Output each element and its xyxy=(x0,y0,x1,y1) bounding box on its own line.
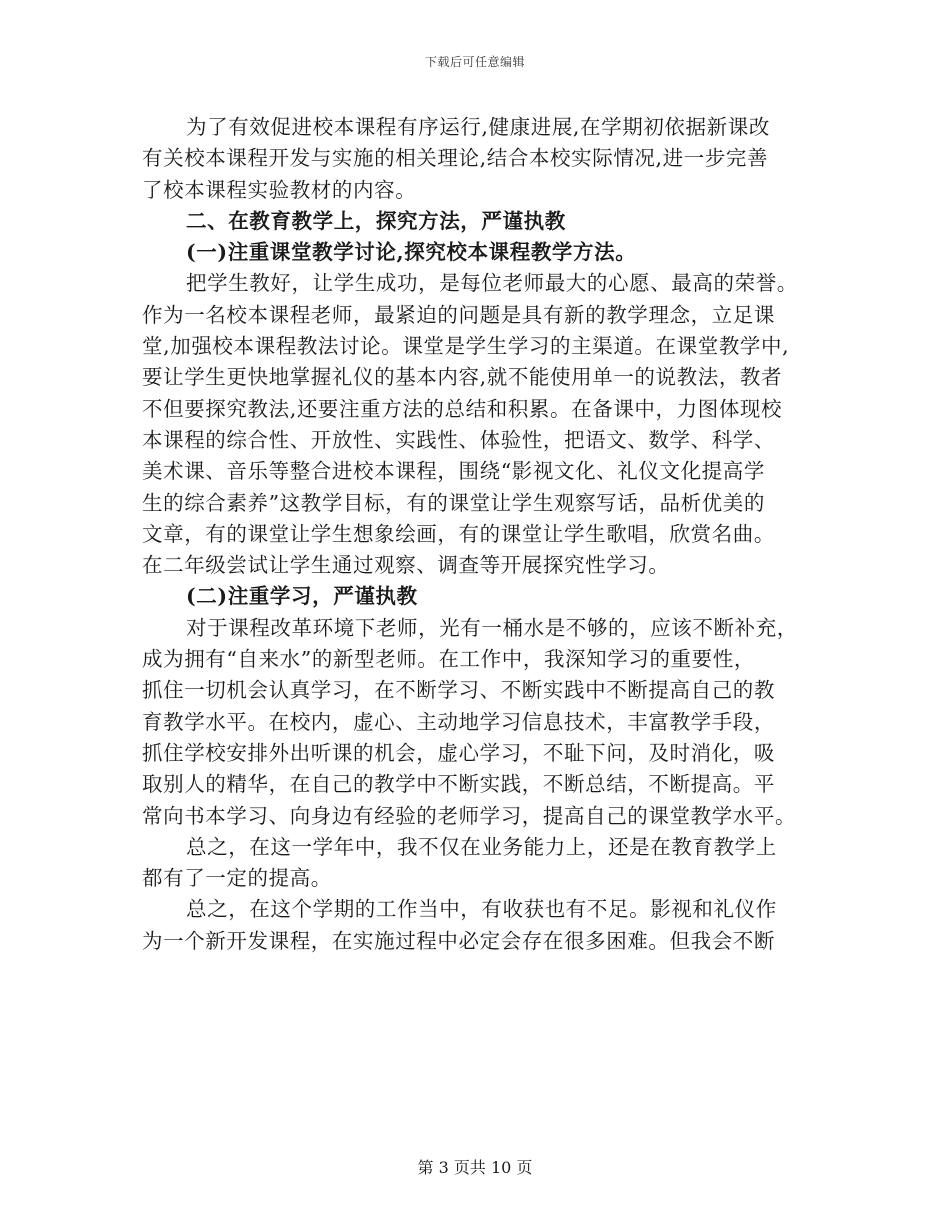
paragraph-line: 有关校本课程开发与实施的相关理论,结合本校实际情况,进一步完善 xyxy=(142,146,769,171)
document-body xyxy=(142,112,812,957)
subsection-heading: (二)注重学习，严谨执教 xyxy=(186,584,418,609)
paragraph-line: 为了有效促进校本课程有序运行,健康进展,在学期初依据新课改 xyxy=(186,115,770,139)
page-header: 下载后可任意编辑 xyxy=(424,55,525,69)
paragraph-line: 文章，有的课堂让学生想象绘画，有的课堂让学生歌唱，欣赏名曲。 xyxy=(142,521,775,546)
paragraph-line: 常向书本学习、向身边有经验的老师学习，提高自己的课堂教学水平。 xyxy=(142,803,797,828)
paragraph-line: 育教学水平。在校内，虚心、主动地学习信息技术，丰富教学手段， xyxy=(142,709,775,734)
paragraph-line: 成为拥有“自来水”的新型老师。在工作中，我深知学习的重要性， xyxy=(142,647,755,672)
paragraph-line: 总之，在这一学年中，我不仅在业务能力上，还是在教育教学上 xyxy=(186,834,777,859)
paragraph-line: 抓住学校安排外出听课的机会，虚心学习，不耻下问，及时消化，吸 xyxy=(142,740,775,765)
paragraph-line: 要让学生更快地掌握礼仪的基本内容,就不能使用单一的说教法，教者 xyxy=(142,365,783,390)
paragraph-line: 不但要探究教法,还要注重方法的总结和积累。在备课中，力图体现校 xyxy=(142,396,783,421)
paragraph-line: 总之，在这个学期的工作当中，有收获也有不足。影视和礼仪作 xyxy=(186,897,777,922)
paragraph-line: 作为一名校本课程老师，最紧迫的问题是具有新的教学理念，立足课 xyxy=(142,302,775,327)
paragraph-line: 抓住一切机会认真学习，在不断学习、不断实践中不断提高自己的教 xyxy=(142,678,775,703)
page-footer: 第 3 页共 10 页 xyxy=(417,1158,533,1177)
paragraph-line: 生的综合素养”这教学目标，有的课堂让学生观察写话，品析优美的 xyxy=(142,490,765,515)
subsection-heading: (一)注重课堂教学讨论,探究校本课程教学方法。 xyxy=(186,240,637,265)
section-heading: 二、在教育教学上，探究方法，严谨执教 xyxy=(186,208,566,233)
paragraph-line: 美术课、音乐等整合进校本课程，围绕“影视文化、礼仪文化提高学 xyxy=(142,459,765,484)
paragraph-line: 为一个新开发课程，在实施过程中必定会存在很多困难。但我会不断 xyxy=(142,928,775,953)
paragraph-line: 取别人的精华，在自己的教学中不断实践，不断总结，不断提高。平 xyxy=(142,772,775,797)
paragraph-line: 了校本课程实验教材的内容。 xyxy=(142,177,417,202)
paragraph-line: 把学生教好，让学生成功，是每位老师最大的心愿、最高的荣誉。 xyxy=(186,271,798,296)
paragraph-line: 都有了一定的提高。 xyxy=(142,866,332,891)
paragraph-line: 本课程的综合性、开放性、实践性、体验性，把语文、数学、科学、 xyxy=(142,427,775,452)
paragraph-line: 堂,加强校本课程教法讨论。课堂是学生学习的主渠道。在课堂教学中, xyxy=(142,334,790,359)
paragraph-line: 对于课程改革环境下老师，光有一桶水是不够的，应该不断补充， xyxy=(186,615,798,640)
paragraph-line: 在二年级尝试让学生通过观察、调查等开展探究性学习。 xyxy=(142,553,670,578)
